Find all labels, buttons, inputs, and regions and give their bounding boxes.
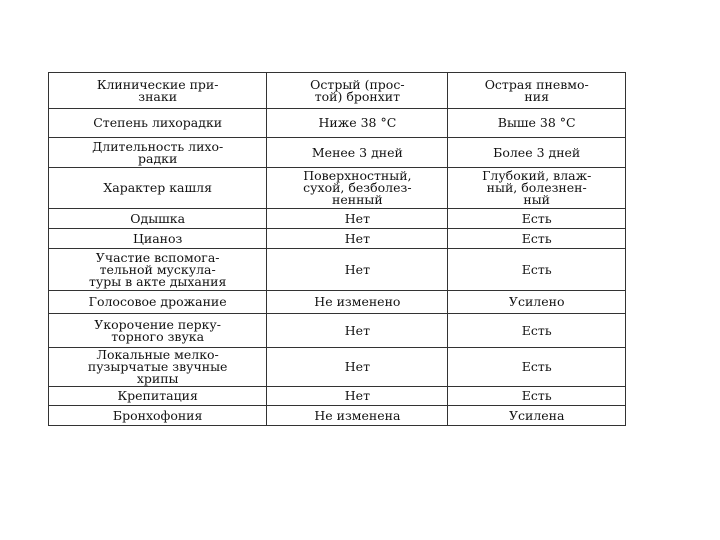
table-cell: Нет (267, 314, 448, 348)
table-cell: Бронхофония (49, 406, 267, 426)
table-header-row (49, 73, 626, 109)
table-cell: Локальные мелко- пузырчатые звучные хрипы (49, 348, 267, 387)
table-cell: Выше 38 °С (448, 109, 626, 138)
table-cell: Степень лихорадки (49, 109, 267, 138)
table-cell: Не изменена (267, 406, 448, 426)
table-cell: Усилено (448, 291, 626, 314)
table-row (49, 249, 626, 291)
table-row (49, 109, 626, 138)
header-cell: Острая пневмо- ния (448, 73, 626, 109)
table-cell: Есть (448, 229, 626, 249)
table-cell: Нет (267, 249, 448, 291)
table-cell: Есть (448, 387, 626, 406)
table-cell: Нет (267, 209, 448, 229)
table-cell: Нет (267, 348, 448, 387)
table-row (49, 168, 626, 209)
table-cell: Есть (448, 348, 626, 387)
table-cell: Характер кашля (49, 168, 267, 209)
table-cell: Ниже 38 °С (267, 109, 448, 138)
table-row (49, 291, 626, 314)
table-row (49, 229, 626, 249)
header-cell: Клинические при- знаки (49, 73, 267, 109)
table-cell: Участие вспомога- тельной мускула- туры в акте дыхания (49, 249, 267, 291)
table-row (49, 348, 626, 387)
table-cell: Цианоз (49, 229, 267, 249)
table-cell: Укорочение перку- торного звука (49, 314, 267, 348)
table-cell: Есть (448, 209, 626, 229)
table-cell: Более 3 дней (448, 138, 626, 168)
table-cell: Есть (448, 249, 626, 291)
table-row (49, 387, 626, 406)
table-row (49, 406, 626, 426)
table-cell: Крепитация (49, 387, 267, 406)
table-cell: Усилена (448, 406, 626, 426)
table-cell: Глубокий, влаж- ный, болезнен- ный (448, 168, 626, 209)
table-row (49, 314, 626, 348)
table-cell: Нет (267, 229, 448, 249)
table-cell: Не изменено (267, 291, 448, 314)
table-cell: Поверхностный, сухой, безболез- ненный (267, 168, 448, 209)
table-cell: Длительность лихо- радки (49, 138, 267, 168)
table-cell: Менее 3 дней (267, 138, 448, 168)
table-cell: Голосовое дрожание (49, 291, 267, 314)
header-cell: Острый (прос- той) бронхит (267, 73, 448, 109)
table-cell: Есть (448, 314, 626, 348)
table-cell: Одышка (49, 209, 267, 229)
comparison-table (48, 72, 626, 426)
table-row (49, 138, 626, 168)
table-row (49, 209, 626, 229)
table-cell: Нет (267, 387, 448, 406)
